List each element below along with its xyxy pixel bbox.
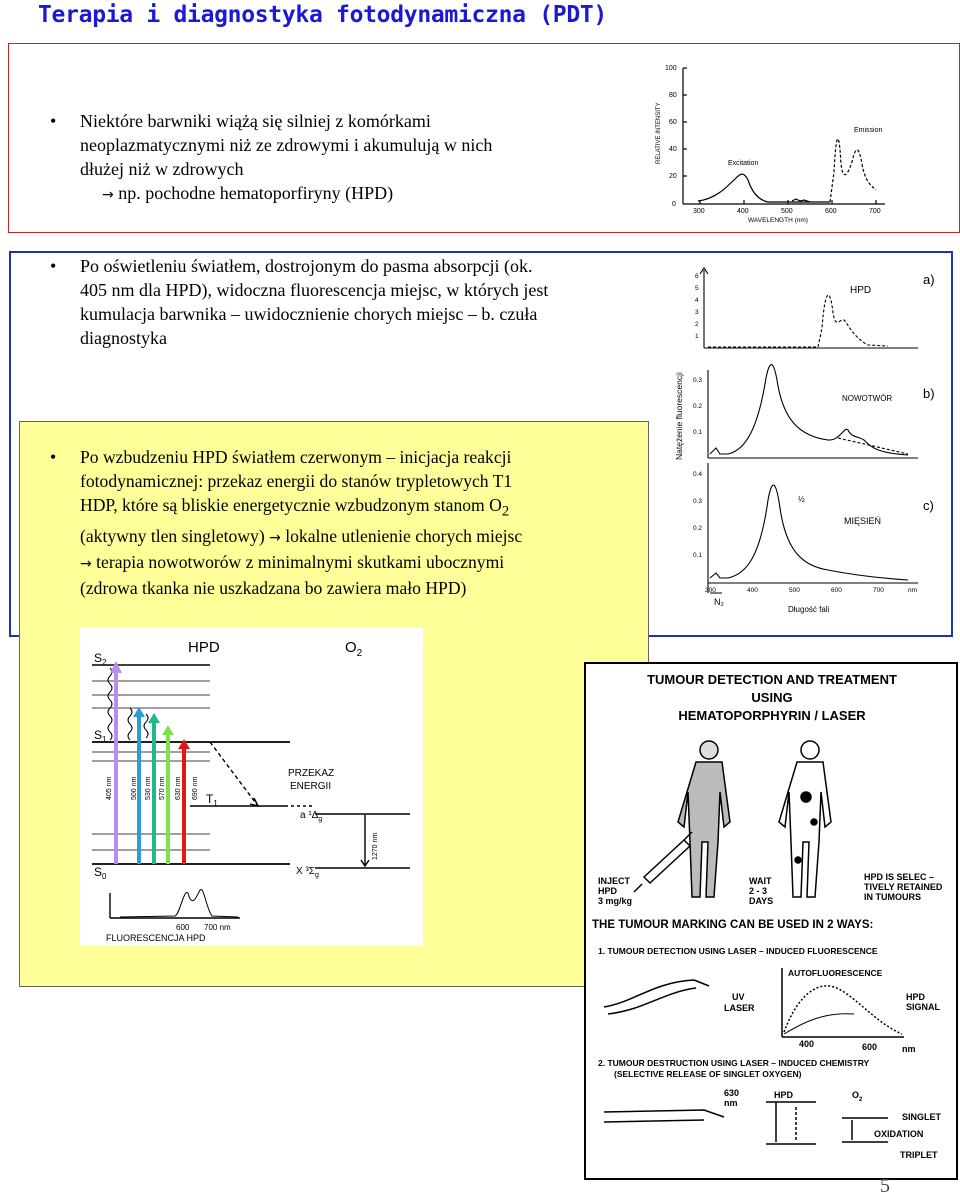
tumour-title: TUMOUR DETECTION AND TREATMENT: [647, 672, 897, 687]
y-tick: 40: [669, 146, 677, 153]
wavelength-label: 405 nm: [106, 776, 113, 800]
way2-heading: 2. TUMOUR DESTRUCTION USING LASER – INDUCED CHEMISTRY: [598, 1058, 870, 1068]
retained-label: HPD IS SELEC –: [864, 872, 935, 882]
arrow-icon: →: [102, 187, 114, 203]
muscle-panel-label: MIĘSIEŃ: [844, 516, 882, 526]
y-tick: 0.4: [693, 471, 703, 478]
bullet-accumulation: [50, 109, 620, 207]
y-tick: 6: [695, 273, 699, 280]
y-tick: 2: [695, 321, 699, 328]
bullet-diagnostics: [50, 254, 660, 350]
singlet-label: SINGLET: [902, 1112, 942, 1122]
y-tick: 0.3: [693, 377, 703, 384]
axis-tick: 400: [799, 1039, 815, 1049]
hpd-curve: [708, 295, 888, 347]
text-line: Niektóre barwniki wiążą się silniej z komórkami: [80, 111, 431, 131]
tick-label: 600: [176, 923, 190, 932]
hpd-panel-label: HPD: [850, 285, 872, 296]
y-axis-label: Natężenie fluorescencji: [674, 372, 684, 460]
x-tick: 700: [873, 587, 884, 594]
laser-label: 630: [724, 1088, 740, 1098]
y-tick: 3: [695, 309, 699, 316]
tumour-title: HEMATOPORPHYRIN / LASER: [678, 708, 866, 723]
wavelength-label: 530 nm: [145, 776, 152, 800]
wait-label: DAYS: [749, 896, 774, 906]
y-tick: 0: [672, 201, 676, 208]
autofluorescence-label: AUTOFLUORESCENCE: [788, 968, 883, 978]
wavelength-label: 690 nm: [192, 776, 199, 800]
s0-label: $S_0$: [94, 865, 107, 881]
text-line: neoplazmatycznymi niż ze zdrowymi i akumulują w nich: [80, 135, 493, 155]
a-state-label: a $^1\Delta_g$: [300, 810, 323, 823]
y-tick: 1: [695, 333, 699, 340]
y-tick: 4: [695, 297, 699, 304]
fluorescence-spectra-panels: [668, 258, 950, 618]
uv-label: UV: [732, 992, 745, 1002]
x-tick: 700: [869, 208, 881, 215]
text-line: fotodynamicznej: przekaz energii do stanów trypletowych T1: [80, 471, 513, 491]
half-label: ½: [798, 495, 805, 504]
way2-subheading: (SELECTIVE RELEASE OF SINGLET OXYGEN): [614, 1069, 802, 1079]
s2-label: $S_2$: [94, 651, 107, 667]
example-text: np. pochodne hematoporfiryny (HPD): [118, 183, 394, 203]
hpd-label: HPD: [188, 639, 220, 656]
panel-c-tag: c): [923, 498, 934, 513]
text-line: [80, 181, 620, 207]
laser-label: nm: [724, 1098, 738, 1108]
bullet-dot: •: [50, 111, 57, 131]
o2-label: $O_2$: [345, 639, 363, 659]
y-tick: 0.2: [693, 403, 703, 410]
text-fragment: (aktywny tlen singletowy): [80, 525, 265, 546]
tumour-curve: [710, 365, 908, 455]
x-axis-label: WAVELENGTH (nm): [748, 217, 808, 224]
text-line: [80, 524, 645, 550]
text-line: [80, 550, 645, 576]
signal-label: SIGNAL: [906, 1002, 941, 1012]
arrow-icon: →: [80, 555, 92, 572]
o2-label: $O_2$: [852, 1090, 863, 1103]
bullet-dot: •: [50, 256, 57, 276]
axis-unit: nm: [902, 1044, 916, 1054]
x-tick: 500: [789, 587, 800, 594]
text-line: Po oświetleniu światłem, dostrojonym do pasma absorpcji (ok.: [80, 256, 533, 276]
tumour-title: USING: [751, 690, 793, 705]
inject-label: HPD: [598, 886, 618, 896]
y-axis-label: RELATIVE INTENSITY: [656, 102, 662, 164]
y-tick: 60: [669, 119, 677, 126]
x-tick: 300: [705, 587, 716, 594]
hpd-label: HPD: [774, 1090, 794, 1100]
fluorescence-caption: FLUORESCENCJA HPD: [106, 933, 206, 943]
text-line: diagnostyka: [80, 328, 167, 348]
y-tick: 100: [665, 65, 677, 72]
bullet-dot: •: [50, 447, 57, 467]
wavelength-label: 500 nm: [131, 776, 138, 800]
y-tick: 0.1: [693, 429, 703, 436]
y-tick: 0.1: [693, 552, 703, 559]
panel-a-tag: a): [923, 272, 935, 287]
wavelength-label: 570 nm: [159, 776, 166, 800]
inject-label: INJECT: [598, 876, 631, 886]
retained-label: TIVELY RETAINED: [864, 882, 943, 892]
page-number: 5: [880, 1175, 890, 1197]
x-axis-label: Długość fali: [788, 605, 830, 614]
tumour-panel-label: NOWOTWÓR: [842, 394, 893, 403]
t1-label: $T_1$: [206, 792, 218, 808]
excitation-label: Excitation: [728, 160, 759, 167]
text-fragment: terapia nowotworów: [96, 551, 242, 572]
n2-label: N₂: [714, 597, 724, 607]
x-unit: nm: [908, 587, 918, 594]
y-tick: 0.3: [693, 498, 703, 505]
x-tick: 400: [737, 208, 749, 215]
way1-heading: 1. TUMOUR DETECTION USING LASER – INDUCED FLUORESCENCE: [598, 946, 878, 956]
page-title: Terapia i diagnostyka fotodynamiczna (PDT): [38, 2, 607, 28]
s1-label: $S_1$: [94, 728, 107, 744]
text-line: (zdrowa tkanka nie uszkadzana bo zawiera mało HPD): [80, 577, 467, 598]
text-line: 405 nm dla HPD), widoczna fluorescencja miejsc, w których jest: [80, 280, 549, 300]
y-tick: 80: [669, 92, 677, 99]
excitation-emission-spectrum: [640, 52, 940, 232]
x-tick: 300: [693, 208, 705, 215]
text-line: dłużej niż w zdrowych: [80, 159, 244, 179]
emission-label: Emission: [854, 127, 883, 134]
tick-label: 700 nm: [204, 923, 231, 932]
wait-label: 2 - 3: [749, 886, 768, 896]
y-tick: 20: [669, 173, 677, 180]
y-tick: 0.2: [693, 525, 703, 532]
y-tick: 5: [695, 285, 699, 292]
wait-label: WAIT: [749, 876, 772, 886]
text-fragment: z minimalnymi skutkami ubocznymi: [245, 551, 505, 572]
panel-b-tag: b): [923, 386, 935, 401]
triplet-label: TRIPLET: [900, 1150, 938, 1160]
text-line: Po wzbudzeniu HPD światłem czerwonym – inicjacja reakcji: [80, 447, 512, 467]
axis-tick: 600: [862, 1042, 878, 1052]
uv-label: LASER: [724, 1003, 755, 1013]
subscript: 2: [501, 503, 510, 520]
nm1270-label: 1270 nm: [372, 832, 379, 860]
text-line: [80, 493, 645, 524]
muscle-curve: [710, 485, 908, 580]
marking-heading: THE TUMOUR MARKING CAN BE USED IN 2 WAYS:: [592, 919, 874, 931]
text-line: kumulacja barwnika – uwidocznienie chorych miejsc – b. czuła: [80, 304, 538, 324]
jablonski-diagram: [80, 628, 423, 946]
wavelength-label: 630 nm: [175, 776, 182, 800]
x-tick: 600: [825, 208, 837, 215]
transfer-label: PRZEKAZ: [288, 768, 335, 779]
transfer-label: ENERGII: [290, 781, 332, 792]
bullet-therapy: [50, 445, 645, 600]
emission-curve: [830, 139, 876, 202]
excitation-curve: [698, 174, 830, 202]
signal-label: HPD: [906, 992, 926, 1002]
x-state-label: X $^3\Sigma_g$: [296, 866, 319, 879]
tumour-detection-figure: [584, 662, 958, 1180]
inject-label: 3 mg/kg: [598, 896, 633, 906]
text-fragment: lokalne utlenienie chorych miejsc: [285, 525, 523, 546]
text-fragment: HDP, które są bliskie energetycznie wzbudzonym stanom O: [80, 495, 502, 515]
x-tick: 500: [781, 208, 793, 215]
arrow-icon: →: [269, 529, 281, 546]
x-tick: 400: [747, 587, 758, 594]
x-tick: 600: [831, 587, 842, 594]
retained-label: IN TUMOURS: [864, 892, 921, 902]
oxidation-label: OXIDATION: [874, 1129, 924, 1139]
